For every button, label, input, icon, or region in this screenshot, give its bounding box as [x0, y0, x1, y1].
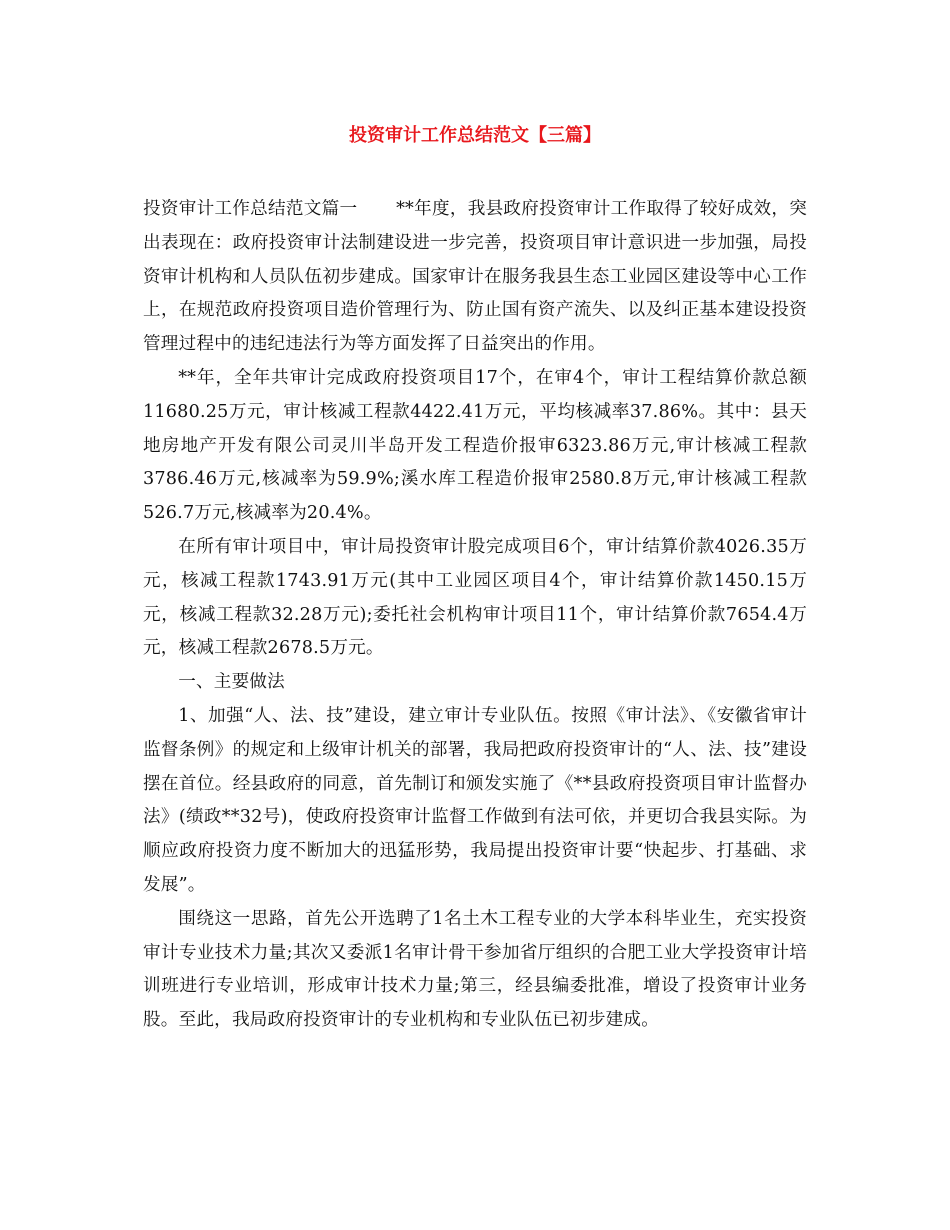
lead-label: 投资审计工作总结范文篇一: [143, 199, 358, 219]
paragraph-3: 在所有审计项目中，审计局投资审计股完成项目6个，审计结算价款4026.35万元，核减工程款1743.91万元(其中工业园区项目4个，审计结算价款1450.15万元，核减工程款32.28万元);委托社会机构审计项目11个，审计结算价款7654.4万元，核减工程款2678.5万元。: [143, 536, 807, 659]
document-body: [143, 193, 807, 1038]
document-title: 投资审计工作总结范文【三篇】: [349, 125, 601, 146]
section-heading: 一、主要做法: [178, 672, 285, 693]
paragraph-1-text: **年度，我县政府投资审计工作取得了较好成效，突出表现在：政府投资审计法制建设进一步完善，投资项目审计意识进一步加强，局投资审计机构和人员队伍初步建成。国家审计在服务我县生态工业园区建设等中心工作上，在规范政府投资项目造价管理行为、防止国有资产流失、以及纠正基本建设投资管理过程中的违纪违法行为等方面发挥了日益突出的作用。: [143, 199, 807, 355]
paragraph-1: [143, 193, 807, 362]
paragraph-2: **年，全年共审计完成政府投资项目17个，在审4个，审计工程结算价款总额11680.25万元，审计核减工程款4422.41万元，平均核减率37.86%。其中：县天地房地产开发有限公司灵川半岛开发工程造价报审6323.86万元,审计核减工程款3786.46万元,核减率为59.9%;溪水库工程造价报审2580.8万元,审计核减工程款526.7万元,核减率为20.4%。: [143, 367, 807, 524]
paragraph-5: 围绕这一思路，首先公开选聘了1名土木工程专业的大学本科毕业生，充实投资审计专业技术力量;其次又委派1名审计骨干参加省厅组织的合肥工业大学投资审计培训班进行专业培训，形成审计技术力量;第三，经县编委批准，增设了投资审计业务股。至此，我局政府投资审计的专业机构和专业队伍已初步建成。: [143, 908, 807, 1031]
paragraph-4: 1、加强“人、法、技”建设，建立审计专业队伍。按照《审计法》、《安徽省审计监督条例》的规定和上级审计机关的部署，我局把政府投资审计的“人、法、技”建设摆在首位。经县政府的同意，首先制订和颁发实施了《**县政府投资项目审计监督办法》(绩政**32号)，使政府投资审计监督工作做到有法可依，并更切合我县实际。为顺应政府投资力度不断加大的迅猛形势，我局提出投资审计要“快起步、打基础、求发展”。: [143, 705, 807, 895]
